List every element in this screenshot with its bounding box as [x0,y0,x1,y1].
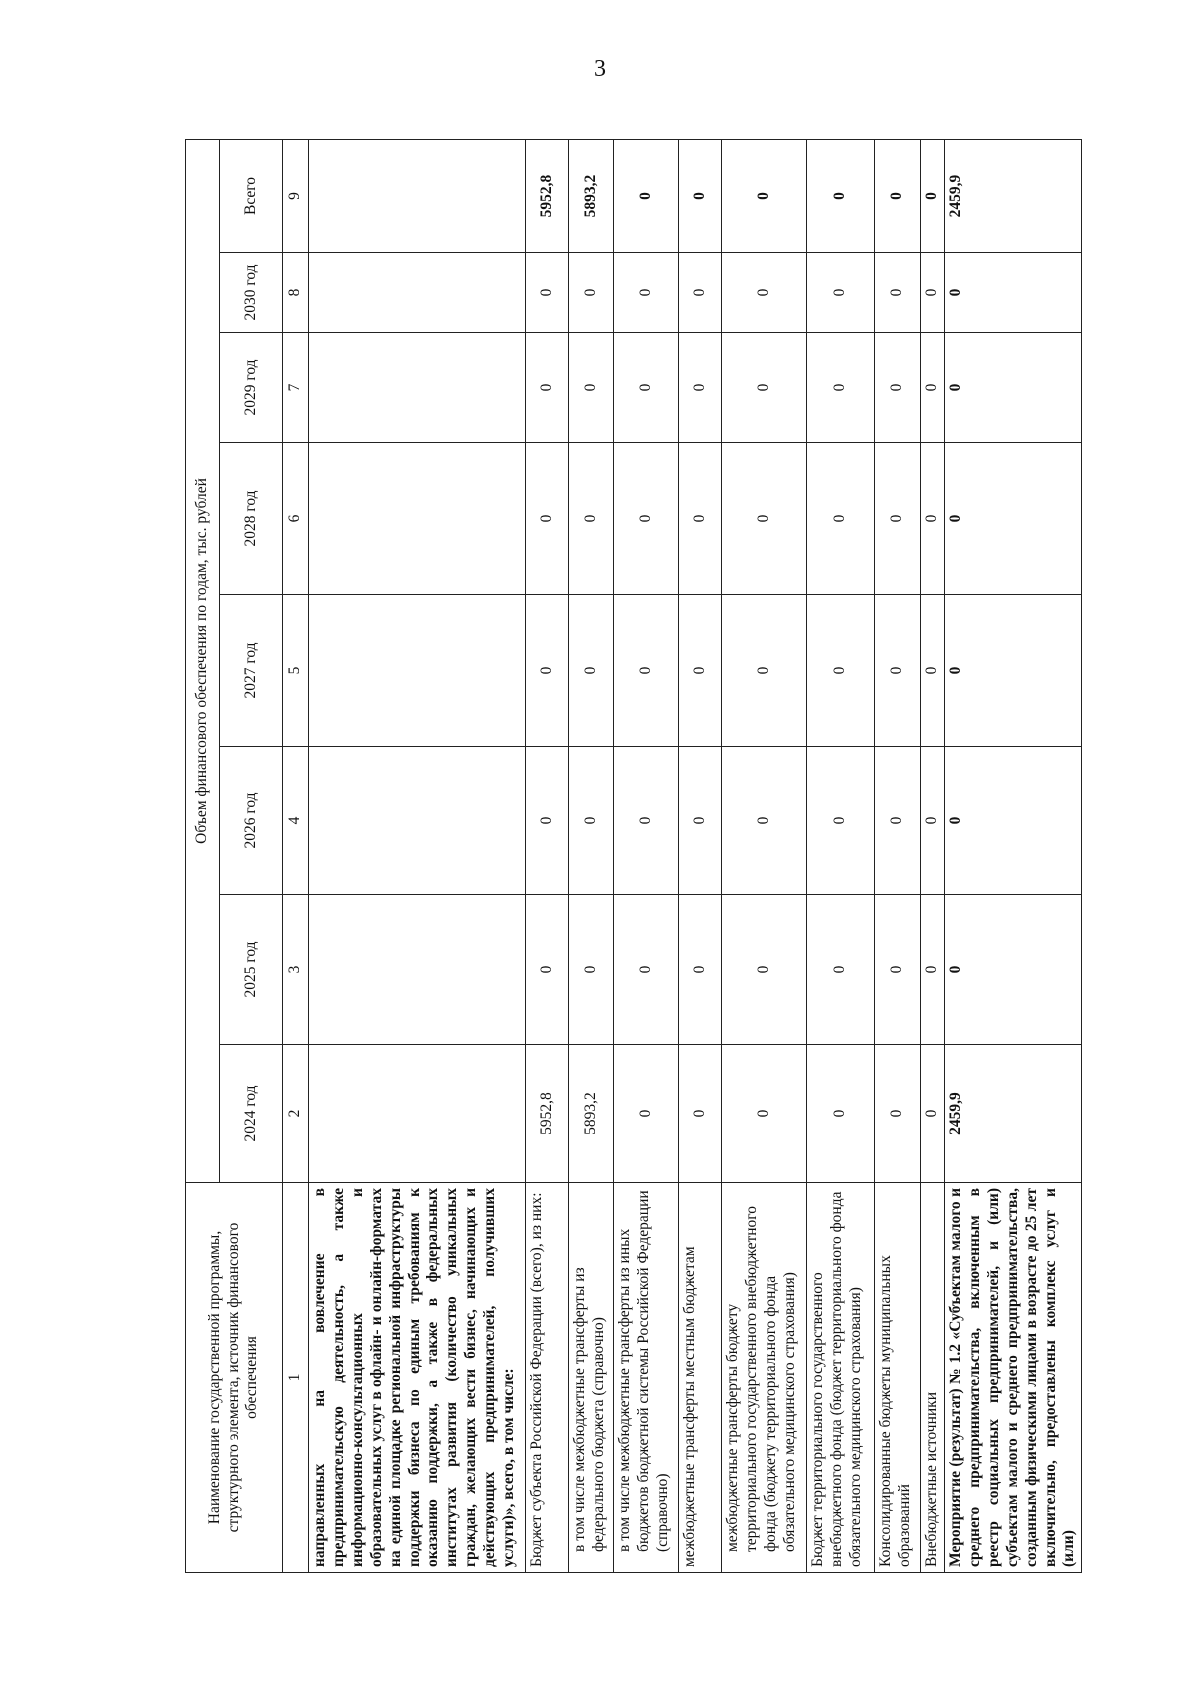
column-number: 8 [283,253,309,333]
value-2027 [309,595,526,747]
value-2028 [309,443,526,595]
value-2028: 0 [569,443,614,595]
value-total: 5893,2 [569,140,614,253]
value-total: 0 [679,140,722,253]
header-funding-group: Объем финансового обеспечения по годам, тыс. рублей [186,140,220,1183]
value-2029: 0 [679,333,722,443]
value-2027: 0 [722,595,807,747]
value-total [309,140,526,253]
value-2030: 0 [614,253,679,333]
value-2029: 0 [945,333,1082,443]
value-2030: 0 [807,253,875,333]
row-name: Бюджет субъекта Российской Федерации (всего), из них: [526,1183,569,1573]
header-name-column: Наименование государственной программы, структурного элемента, источник финансового обеспечения [186,1183,283,1573]
value-2024: 5952,8 [526,1045,569,1183]
column-number: 5 [283,595,309,747]
table-row [807,140,875,1573]
table-row [945,140,1082,1573]
value-2029: 0 [614,333,679,443]
table-row [875,140,921,1573]
value-2025 [309,895,526,1045]
value-2025: 0 [526,895,569,1045]
value-2024: 0 [921,1045,945,1183]
value-2025: 0 [614,895,679,1045]
row-name: Мероприятие (результат) № 1.2 «Субъектам малого и среднего предпринимательства, включенным в реестр социальных предпринимателей, и (или) субъектам малого и среднего предпринимательства, созданным физическими лицами в возрасте до 25 лет включительно, предоставлены комплекс услуг и (или) [945,1183,1082,1573]
value-2027: 0 [875,595,921,747]
value-2030: 0 [569,253,614,333]
value-2030: 0 [875,253,921,333]
value-2030: 0 [722,253,807,333]
value-2028: 0 [679,443,722,595]
value-total: 0 [921,140,945,253]
header-year-2029: 2029 год [220,333,283,443]
header-year-2024: 2024 год [220,1045,283,1183]
value-2027: 0 [526,595,569,747]
value-2026: 0 [807,747,875,895]
column-number: 4 [283,747,309,895]
value-2029 [309,333,526,443]
value-2025: 0 [722,895,807,1045]
value-2027: 0 [569,595,614,747]
table-row [569,140,614,1573]
value-2026: 0 [875,747,921,895]
page-number: 3 [594,56,606,82]
value-total: 0 [614,140,679,253]
column-number: 2 [283,1045,309,1183]
value-2030: 0 [945,253,1082,333]
table-row [614,140,679,1573]
value-2029: 0 [921,333,945,443]
value-2025: 0 [569,895,614,1045]
value-total: 0 [722,140,807,253]
header-year-2028: 2028 год [220,443,283,595]
value-2028: 0 [921,443,945,595]
header-year-2027: 2027 год [220,595,283,747]
row-name: направленных на вовлечение в предпринимательскую деятельность, а также информационно-консультационных и образовательных услуг в офлайн- и онлайн-форматах на единой площадке региональной инфраструктуры поддержки бизнеса по единым требованиям к оказанию поддержки, а также в федеральных институтах развития (количество уникальных граждан, желающих вести бизнес, начинающих и действующих предпринимателей, получивших услуги)», всего, в том числе: [309,1183,526,1573]
value-2030: 0 [679,253,722,333]
value-2028: 0 [945,443,1082,595]
value-2028: 0 [526,443,569,595]
column-number: 3 [283,895,309,1045]
value-total: 0 [807,140,875,253]
value-2024: 0 [875,1045,921,1183]
value-total: 0 [875,140,921,253]
row-name: межбюджетные трансферты бюджету территориального государственного внебюджетного фонда (бюджету территориального фонда обязательного медицинского страхования) [722,1183,807,1573]
value-2024 [309,1045,526,1183]
value-2028: 0 [722,443,807,595]
value-2030: 0 [921,253,945,333]
value-2029: 0 [526,333,569,443]
row-name: в том числе межбюджетные трансферты из иных бюджетов бюджетной системы Российской Федерации (справочно) [614,1183,679,1573]
row-name: Бюджет территориального государственного внебюджетного фонда (бюджет территориального фонда обязательного медицинского страхования) [807,1183,875,1573]
header-total: Всего [220,140,283,253]
value-2030: 0 [526,253,569,333]
value-2026: 0 [722,747,807,895]
value-2026: 0 [679,747,722,895]
value-2024: 2459,9 [945,1045,1082,1183]
value-2025: 0 [921,895,945,1045]
row-name: Внебюджетные источники [921,1183,945,1573]
value-2028: 0 [614,443,679,595]
value-2028: 0 [807,443,875,595]
value-2027: 0 [945,595,1082,747]
table-row [722,140,807,1573]
column-number: 6 [283,443,309,595]
value-2024: 0 [807,1045,875,1183]
table-row [309,140,526,1573]
value-2030 [309,253,526,333]
row-name: в том числе межбюджетные трансферты из федерального бюджета (справочно) [569,1183,614,1573]
value-total: 5952,8 [526,140,569,253]
header-year-2025: 2025 год [220,895,283,1045]
rotated-table-container [185,140,1078,1573]
value-2026 [309,747,526,895]
value-2024: 0 [679,1045,722,1183]
value-2027: 0 [614,595,679,747]
header-year-2030: 2030 год [220,253,283,333]
value-2026: 0 [945,747,1082,895]
value-2028: 0 [875,443,921,595]
table-row [526,140,569,1573]
value-2024: 0 [722,1045,807,1183]
column-number: 7 [283,333,309,443]
value-2029: 0 [807,333,875,443]
header-year-2026: 2026 год [220,747,283,895]
funding-table [185,139,1082,1573]
value-2029: 0 [722,333,807,443]
value-2024: 5893,2 [569,1045,614,1183]
value-2026: 0 [569,747,614,895]
row-name: Консолидированные бюджеты муниципальных образований [875,1183,921,1573]
value-2027: 0 [679,595,722,747]
value-total: 2459,9 [945,140,1082,253]
value-2025: 0 [679,895,722,1045]
value-2029: 0 [569,333,614,443]
value-2025: 0 [875,895,921,1045]
value-2026: 0 [921,747,945,895]
value-2029: 0 [875,333,921,443]
value-2025: 0 [807,895,875,1045]
table-row [921,140,945,1573]
value-2027: 0 [921,595,945,747]
column-number: 9 [283,140,309,253]
table-row [679,140,722,1573]
value-2024: 0 [614,1045,679,1183]
value-2026: 0 [614,747,679,895]
row-name: межбюджетные трансферты местным бюджетам [679,1183,722,1573]
value-2026: 0 [526,747,569,895]
column-number: 1 [283,1183,309,1573]
value-2027: 0 [807,595,875,747]
value-2025: 0 [945,895,1082,1045]
